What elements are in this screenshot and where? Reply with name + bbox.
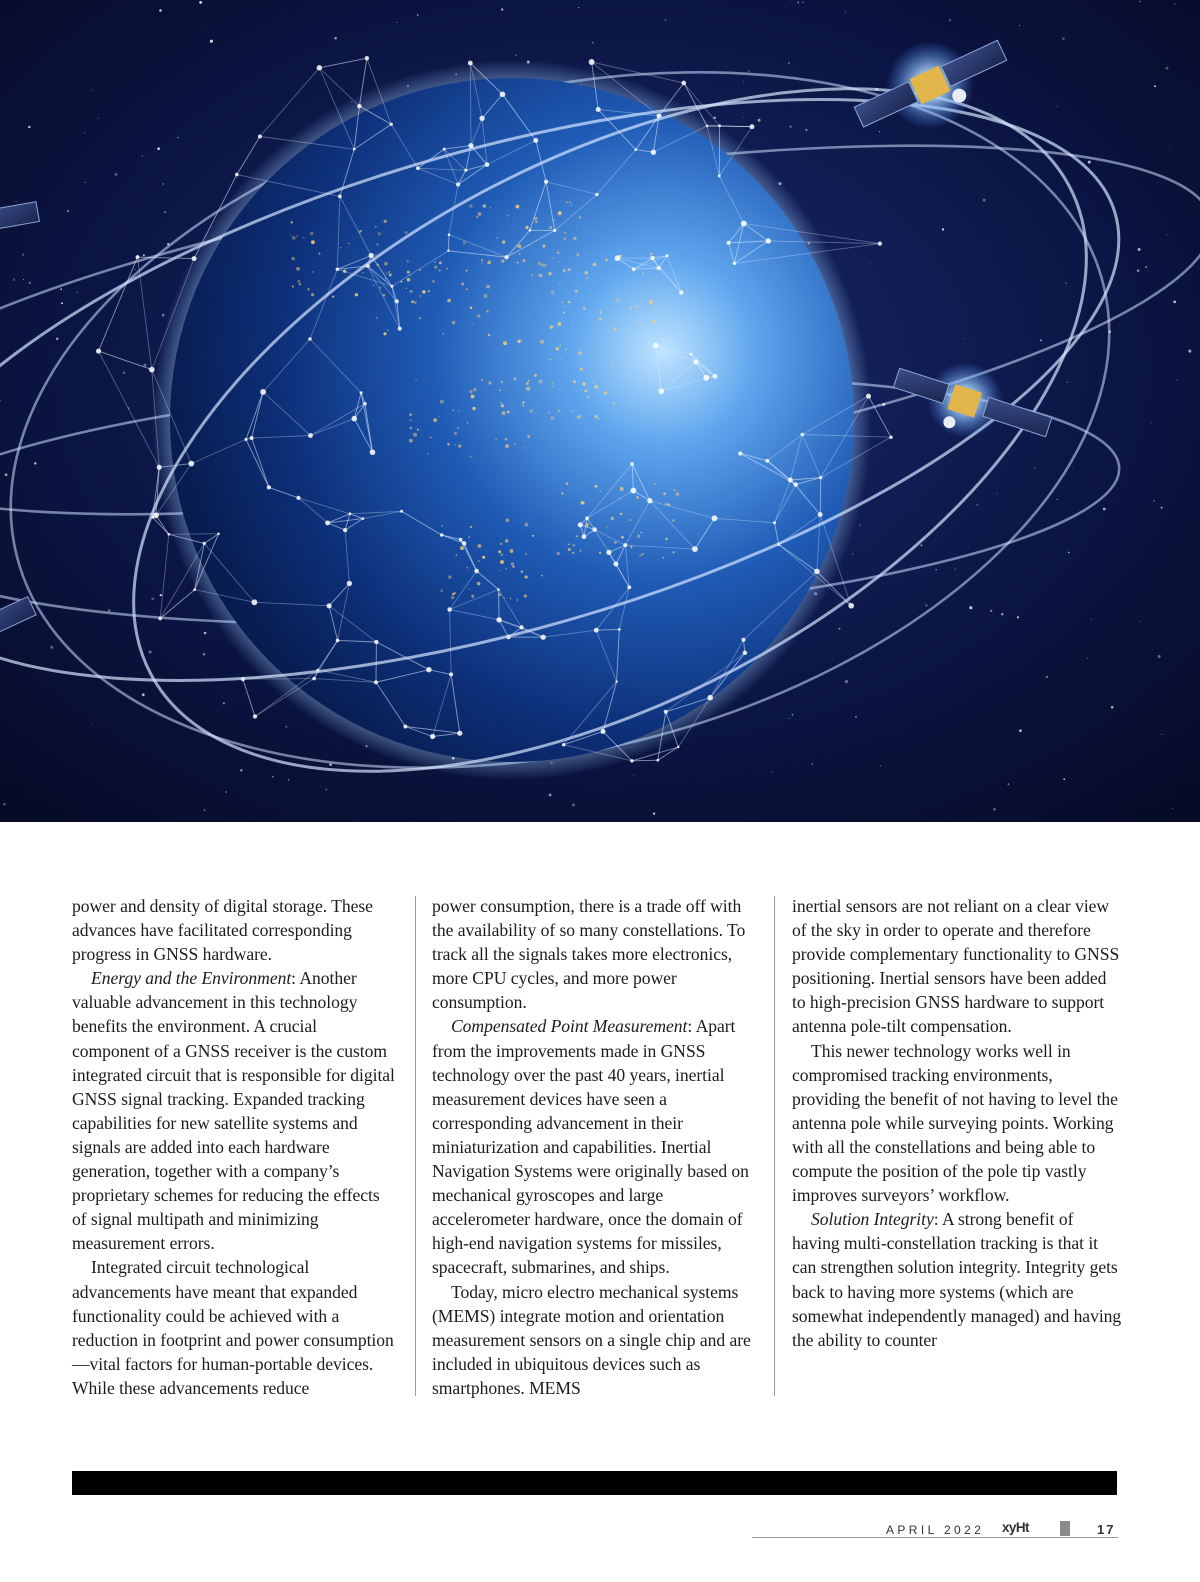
paragraph — [792, 1207, 1122, 1352]
column-divider — [415, 896, 416, 1396]
footer-rule — [752, 1537, 1118, 1538]
paragraph: This newer technology works well in compromised tracking environments, providing the benefit of not having to level the antenna pole while surveying points. Working with all the constellations and being able to compute the position of the pole tip vastly improves surveyors’ workflow. — [792, 1040, 1118, 1206]
paragraph: Today, micro electro mechanical systems (MEMS) integrate motion and orientation measurement sensors on a single chip and are included in ubiquitous devices such as smartphones. MEMS — [432, 1281, 751, 1398]
page-number: 17 — [1097, 1522, 1116, 1537]
article-column-1 — [72, 894, 398, 1400]
magazine-logo: xyHt — [1002, 1520, 1029, 1535]
section-heading-integrity: Solution Integrity — [811, 1209, 934, 1230]
paragraph: inertial sensors are not reliant on a clear view of the sky in order to operate and therefore provide complementary functionality to GNSS positioning. Inertial sensors have been added to high-precision GNSS hardware to support antenna pole-tilt compensation. — [792, 896, 1120, 1037]
paragraph — [72, 966, 398, 1255]
article-column-3 — [792, 894, 1122, 1352]
section-heading-compensated: Compensated Point Measurement — [451, 1016, 688, 1037]
article-column-2 — [432, 894, 758, 1400]
column-divider — [774, 896, 775, 1396]
paragraph-text: : A strong benefit of having multi-constellation tracking is that it can strengthen solution integrity. Integrity gets back to having more systems (which are somewhat independently managed) and having the ability to counter — [792, 1209, 1122, 1350]
article-body — [72, 894, 1122, 1402]
paragraph: Integrated circuit technological advancements have meant that expanded functionality could be achieved with a reduction in footprint and power consumption—vital factors for human-portable devices. While these advancements reduce — [72, 1257, 394, 1398]
paragraph-text: : Another valuable advancement in this technology benefits the environment. A crucial component of a GNSS receiver is the custom integrated circuit that is responsible for digital GNSS signal tracking. Expanded tracking capabilities for new satellite systems and signals are added into each hardware generation, together with a company’s proprietary schemes for reducing the effects of signal multipath and minimizing measurement errors. — [72, 968, 395, 1254]
paragraph — [432, 1014, 758, 1279]
issue-date: APRIL 2022 — [886, 1523, 985, 1537]
paragraph-text: : Apart from the improvements made in GNSS technology over the past 40 years, inertial measurement devices have seen a corresponding advancement in their miniaturization and capabilities. Inertial Navigation Systems were originally based on mechanical gyroscopes and large accelerometer hardware, once the domain of high-end navigation systems for missiles, spacecraft, submarines, and ships. — [432, 1016, 749, 1278]
section-heading-energy: Energy and the Environment — [91, 968, 292, 989]
folio-block — [1060, 1521, 1070, 1536]
paragraph: power consumption, there is a trade off with the availability of so many constellations. To track all the signals takes more electronics, more CPU cycles, and more power consumption. — [432, 896, 746, 1013]
paragraph: power and density of digital storage. These advances have facilitated corresponding progress in GNSS hardware. — [72, 896, 373, 965]
footer-black-bar — [72, 1471, 1117, 1495]
